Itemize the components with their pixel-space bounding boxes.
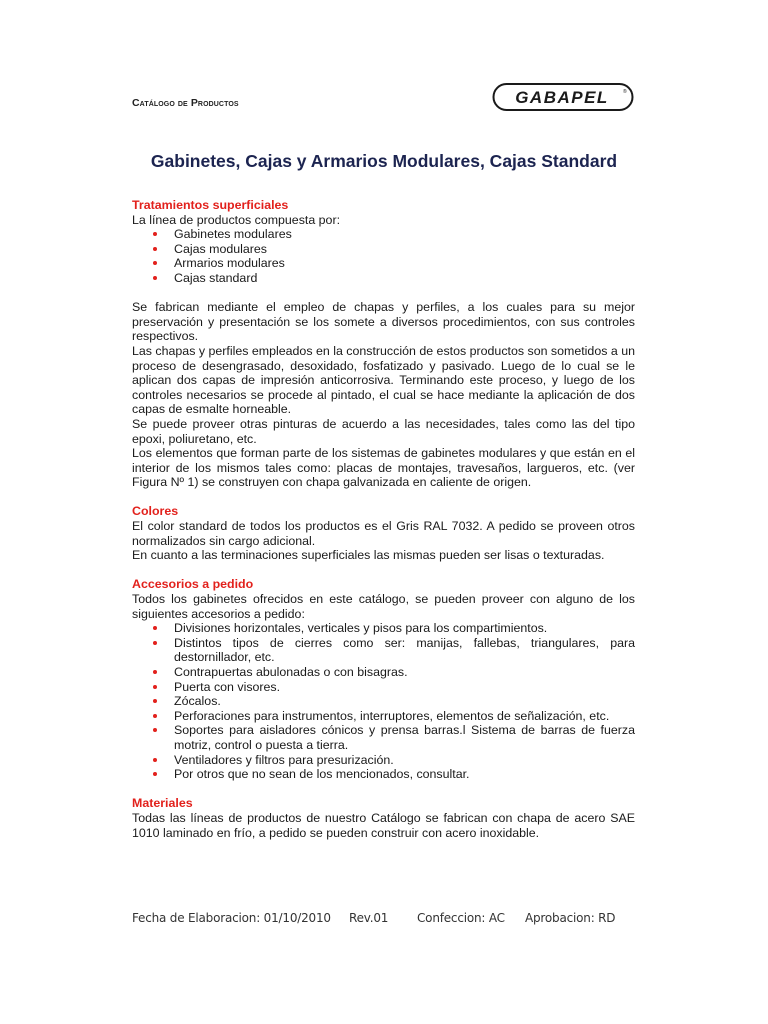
bullet-icon — [153, 276, 157, 280]
list-item: Contrapuertas abulonadas o con bisagras. — [153, 665, 635, 680]
accesorios-intro: Todos los gabinetes ofrecidos en este catálogo, se pueden proveer con alguno de los siguientes accesorios a pedido: — [132, 592, 635, 621]
bullet-icon — [153, 714, 157, 718]
bullet-icon — [153, 247, 157, 251]
bullet-icon — [153, 261, 157, 265]
list-item: Gabinetes modulares — [153, 227, 635, 242]
colores-heading: Colores — [132, 504, 179, 519]
bullet-icon — [153, 232, 157, 236]
tratamientos-list — [132, 227, 635, 285]
footer-rev: Rev.01 — [349, 911, 389, 925]
tratamientos-heading: Tratamientos superficiales — [132, 198, 289, 212]
content-body — [132, 198, 635, 840]
list-item: Puerta con visores. — [153, 680, 635, 695]
bullet-icon — [153, 626, 157, 630]
catalog-label: Catálogo de Productos — [132, 97, 239, 109]
colores-paragraph: En cuanto a las terminaciones superficiales las mismas pueden ser lisas o texturadas. — [132, 548, 605, 563]
bullet-icon — [153, 670, 157, 674]
tratamientos-paragraph: Los elementos que forman parte de los sistemas de gabinetes modulares y que están en el interior de los mismos tales como: placas de montajes, travesaños, largueros, etc. (ver Figura Nº 1) se construyen con chapa galvanizada en caliente de origen. — [132, 446, 635, 490]
list-item: Distintos tipos de cierres como ser: manijas, fallebas, triangulares, para destornillador, etc. — [153, 636, 635, 665]
tratamientos-paragraph: Se puede proveer otras pinturas de acuerdo a las necesidades, tales como las del tipo epoxi, poliuretano, etc. — [132, 416, 635, 446]
bullet-icon — [153, 758, 157, 762]
accesorios-heading: Accesorios a pedido — [132, 577, 254, 592]
bullet-icon — [153, 728, 157, 732]
list-item: Cajas standard — [153, 271, 635, 286]
list-item: Por otros que no sean de los mencionados, consultar. — [153, 767, 635, 782]
footer-aprobacion: Aprobacion: RD — [525, 911, 616, 925]
list-item: Divisiones horizontales, verticales y pisos para los compartimientos. — [153, 621, 635, 636]
list-item: Armarios modulares — [153, 256, 635, 271]
footer-fecha: Fecha de Elaboracion: 01/10/2010 — [132, 911, 331, 925]
bullet-icon — [153, 772, 157, 776]
list-item: Cajas modulares — [153, 242, 635, 257]
list-item: Soportes para aisladores cónicos y prensa barras.l Sistema de barras de fuerza motriz, control o puesta a tierra. — [153, 723, 635, 752]
materiales-paragraph: Todas las líneas de productos de nuestro Catálogo se fabrican con chapa de acero SAE 1010 laminado en frío, a pedido se pueden construir con acero inoxidable. — [132, 810, 635, 840]
accesorios-list — [132, 621, 635, 782]
materiales-heading: Materiales — [132, 796, 193, 811]
list-item: Perforaciones para instrumentos, interruptores, elementos de señalización, etc. — [153, 709, 635, 724]
bullet-icon — [153, 641, 157, 645]
colores-paragraph: El color standard de todos los productos es el Gris RAL 7032. A pedido se proveen otros normalizados sin cargo adicional. — [132, 519, 635, 548]
svg-text:®: ® — [623, 89, 627, 95]
list-item: Zócalos. — [153, 694, 635, 709]
bullet-icon — [153, 685, 157, 689]
logo-text: GABAPEL — [515, 88, 609, 107]
tratamientos-intro: La línea de productos compuesta por: — [132, 212, 341, 227]
footer-confeccion: Confeccion: AC — [417, 911, 505, 925]
tratamientos-paragraph: Las chapas y perfiles empleados en la construcción de estos productos son sometidos a un proceso de desengrasado, desoxidado, fosfatizado y pasivado. Luego de lo cual se le aplican dos capas de impresión anticorrosiva. Terminando este proceso, y luego de los controles necesarios se procede al pintado, el cual se hace mediante la aplicación de dos capas de esmalte horneable. — [132, 343, 635, 417]
bullet-icon — [153, 699, 157, 703]
page-title: Gabinetes, Cajas y Armarios Modulares, Cajas Standard — [150, 151, 618, 171]
gabapel-logo — [492, 82, 634, 112]
list-item: Ventiladores y filtros para presurización. — [153, 753, 635, 768]
tratamientos-paragraph: Se fabrican mediante el empleo de chapas y perfiles, a los cuales para su mejor preservación y presentación se los somete a diversos procedimientos, con sus controles respectivos. — [132, 300, 635, 344]
